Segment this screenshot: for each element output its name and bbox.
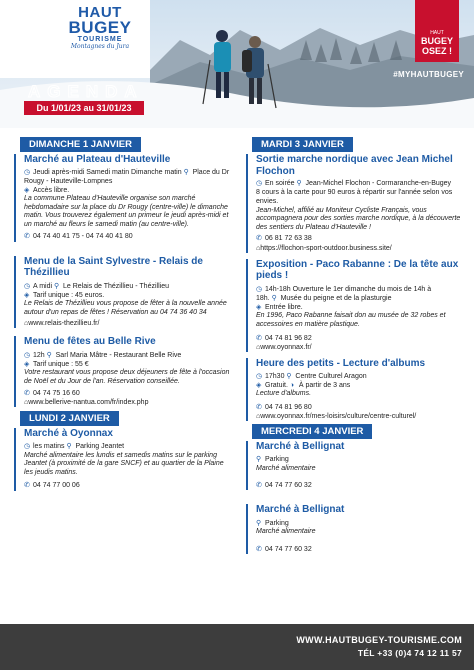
day-header-tuesday: MARDI 3 JANVIER: [252, 137, 353, 152]
event-schedule: ◷ 12h ⚲ Sarl Maria Mâtre - Restaurant Belle Rive: [24, 351, 182, 359]
clock-icon: ◷: [24, 282, 31, 290]
phone-icon: ✆: [256, 545, 262, 553]
phone-icon: ✆: [256, 482, 262, 490]
event-title[interactable]: Marché à Bellignat: [256, 440, 345, 452]
clock-icon: ◷: [24, 443, 31, 451]
event-paco-rabanne: [246, 259, 464, 352]
price-tag-icon: ◈: [24, 291, 30, 299]
event-description: En 1996, Paco Rabanne faisait don au musée de 32 robes et accessoires en matière plastique.: [256, 312, 446, 328]
event-belle-rive: [14, 336, 232, 407]
event-url: ⌂www.oyonnax.fr/mes-loisirs/culture/centre-culturel/: [256, 412, 417, 420]
event-price: ◈ Gratuit. ◑ À partir de 3 ans: [256, 381, 351, 389]
event-description: Marché alimentaire: [256, 528, 316, 536]
web-icon: ⌂: [256, 343, 261, 351]
badge-line-2: OSEZ !: [421, 46, 452, 56]
event-price: 8 cours à la carte pour 90 euros à répartir sur l'année selon vos envies.: [256, 189, 453, 206]
event-description: Lecture d'albums.: [256, 389, 312, 397]
event-schedule: ◷ En soirée ⚲ Jean-Michel Flochon - Cormaranche-en-Bugey: [256, 180, 452, 187]
event-schedule: ◷ A midi ⚲ Le Relais de Thézillieu - Thézillieu: [24, 282, 169, 290]
clock-icon: ◷: [256, 372, 263, 380]
map-pin-icon: ⚲: [256, 456, 262, 464]
event-description: Marché alimentaire: [256, 464, 316, 472]
event-saint-sylvestre: [14, 256, 232, 329]
right-column: [246, 134, 464, 554]
event-url: ⌂www.relais-thezillieu.fr/: [24, 320, 100, 328]
phone-icon: ✆: [24, 233, 30, 241]
event-schedule: ◷ les matins ⚲ Parking Jeantet: [24, 443, 125, 451]
phone-icon: ✆: [256, 403, 262, 411]
footer-phone[interactable]: TÉL +33 (0)4 74 12 11 57: [357, 648, 462, 658]
clock-icon: ◷: [256, 285, 263, 293]
map-pin-icon: ⚲: [296, 180, 302, 187]
event-marche-bellignat-2: [246, 504, 464, 554]
price-tag-icon: ◈: [256, 381, 262, 389]
footer-website[interactable]: WWW.HAUTBUGEY-TOURISME.COM: [296, 635, 462, 645]
clock-icon: ◷: [256, 180, 263, 187]
map-pin-icon: ⚲: [46, 351, 52, 359]
event-description: Le Relais de Thézillieu vous propose de fêter à la nouvelle année autour d'un repas de fêtes ! Réservation au 04 74 36 40 34: [24, 300, 227, 316]
phone-icon: ✆: [24, 389, 30, 397]
phone-icon: ✆: [256, 235, 262, 243]
event-marche-oyonnax: [14, 428, 232, 491]
web-icon: ⌂: [24, 398, 29, 406]
event-price: ◈ Tarif unique : 55 €: [24, 361, 89, 369]
clock-icon: ◷: [24, 351, 31, 359]
event-url: ⌂https://flochon-sport-outdoor.business.site/: [256, 244, 392, 252]
event-price: ◈ Entrée libre.: [256, 304, 303, 312]
event-description: Votre restaurant vous propose deux déjeuners de fête à l'occasion de Noël et du Jour de l'an. Réservation conseillée.: [24, 369, 230, 385]
left-column: [14, 134, 232, 491]
event-marche-bellignat-1: [246, 441, 464, 491]
event-title[interactable]: Exposition - Paco Rabanne : De la tête aux pieds !: [256, 258, 459, 282]
date-range: Du 1/01/23 au 31/01/23: [24, 101, 144, 115]
event-place: ⚲ Parking: [256, 456, 289, 464]
event-phone: ✆ 04 74 77 60 32: [256, 545, 312, 553]
event-title[interactable]: Marché à Oyonnax: [24, 427, 113, 439]
badge-small-text: HAUT: [430, 30, 444, 36]
event-marche-hauteville: [14, 154, 232, 242]
event-description: La commune Plateau d'Hauteville organise son marché hebdomadaire sur la place du Dr Rougy (centre-ville) le dimanche matin. Vous trouverez également un primeur le jeudi après-midi et un marché au fleurs le samedi matin (au centre-ville).: [24, 195, 229, 228]
web-icon: ⌂: [24, 320, 29, 328]
map-pin-icon: ⚲: [66, 443, 72, 451]
event-schedule: ◷ Jeudi après-midi Samedi matin Dimanche matin ⚲ Place du Dr Rougy - Hauteville-Lompnes: [24, 168, 230, 185]
day-header-sunday: DIMANCHE 1 JANVIER: [20, 137, 141, 152]
event-description: Marché alimentaire les lundis et samedis matins sur le parking Jeantet (à proximité de la gare SNCF) et au quartier de la Plaine les jeudis matins.: [24, 451, 224, 476]
logo-line-haut: HAUT: [78, 4, 122, 21]
event-phone: ✆ 04 74 77 00 06: [24, 482, 80, 490]
agenda-title: AGENDA: [28, 82, 144, 101]
event-title[interactable]: Menu de la Saint Sylvestre - Relais de Thézillieu: [24, 255, 203, 279]
event-url: ⌂www.bellerive-nantua.com/fr/index.php: [24, 398, 149, 406]
web-icon: ⌂: [256, 412, 261, 420]
map-pin-icon: ⚲: [54, 282, 60, 290]
event-phone: ✆ 04 74 40 41 75 - 04 74 40 41 80: [24, 233, 133, 241]
event-price: ◈ Tarif unique : 45 euros.: [24, 291, 105, 299]
badge-line-1: BUGEY: [420, 36, 453, 46]
event-title[interactable]: Heure des petits - Lecture d'albums: [256, 358, 426, 369]
map-pin-icon: ⚲: [271, 295, 277, 302]
day-header-monday: LUNDI 2 JANVIER: [20, 411, 119, 426]
event-phone: ✆ 04 74 77 60 32: [256, 482, 312, 490]
event-phone: ✆ 04 74 81 96 82: [256, 334, 312, 342]
event-marche-nordique: [246, 154, 464, 253]
phone-icon: ✆: [256, 334, 262, 342]
age-icon: ◑: [289, 381, 295, 389]
clock-icon: ◷: [24, 168, 31, 176]
event-title[interactable]: Marché à Bellignat: [256, 504, 345, 516]
event-price: ◈ Accès libre.: [24, 186, 70, 194]
map-pin-icon: ⚲: [256, 519, 262, 527]
hashtag: #MYHAUTBUGEY: [393, 70, 464, 79]
event-schedule-cont: 18h. ⚲ Musée du peigne et de la plasturgie: [256, 295, 392, 302]
logo-line-bugey: BUGEY: [68, 18, 132, 37]
price-tag-icon: ◈: [24, 361, 30, 369]
event-schedule: ◷ 14h-18h Ouverture le 1er dimanche du mois de 14h à: [256, 285, 432, 293]
footer-bar: [0, 624, 474, 670]
event-schedule: ◷ 17h30 ⚲ Centre Culturel Aragon: [256, 372, 367, 380]
header-banner: [0, 0, 474, 128]
logo-tagline: Montagnes du Jura: [70, 43, 130, 50]
event-phone: ✆ 06 81 72 63 38: [256, 235, 312, 243]
event-phone: ✆ 04 74 81 96 80: [256, 403, 312, 411]
event-place: ⚲ Parking: [256, 519, 289, 527]
web-icon: ⌂: [256, 244, 261, 252]
event-phone: ✆ 04 74 75 16 60: [24, 389, 80, 397]
haut-bugey-logo[interactable]: [58, 6, 142, 50]
event-url: ⌂www.oyonnax.fr/: [256, 343, 312, 351]
price-tag-icon: ◈: [24, 186, 30, 194]
event-title[interactable]: Marché au Plateau d'Hauteville: [24, 154, 171, 165]
event-title[interactable]: Sortie marche nordique avec Jean Michel Flochon: [256, 154, 453, 177]
bouger-osez-badge: [415, 0, 459, 62]
map-pin-icon: ⚲: [286, 372, 292, 380]
event-heure-des-petits: [246, 358, 464, 421]
logo-line-tourisme: TOURISME: [77, 36, 123, 43]
day-header-wednesday: MERCREDI 4 JANVIER: [252, 424, 372, 439]
phone-icon: ✆: [24, 482, 30, 490]
price-tag-icon: ◈: [256, 304, 262, 312]
map-pin-icon: ⚲: [183, 168, 189, 176]
event-title[interactable]: Menu de fêtes au Belle Rive: [24, 336, 156, 348]
event-description: Jean-Michel, affilié au Moniteur Cycliste Français, vous accompagnera pour des sorties marche nordique, à la découverte des sentiers du Plateau d'Hauteville !: [256, 206, 461, 231]
